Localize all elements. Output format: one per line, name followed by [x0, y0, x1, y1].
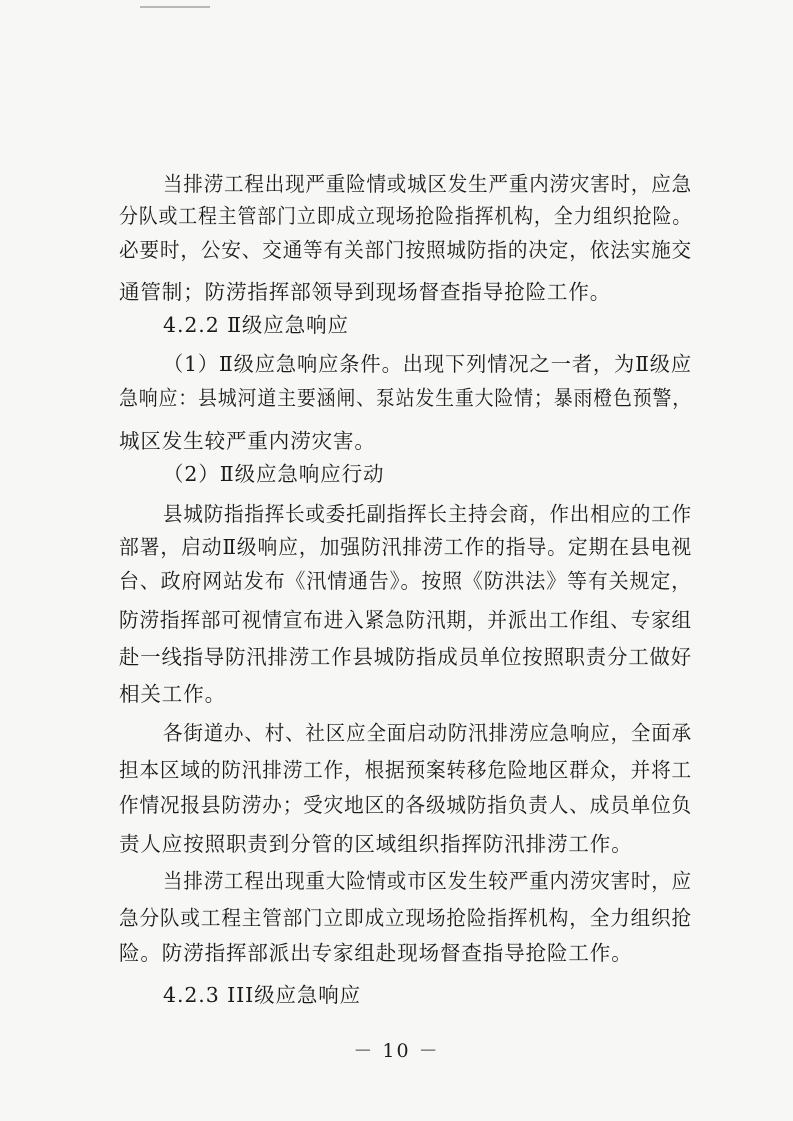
paragraph-line-16: 各街道办、村、社区应全面启动防汛排涝应急响应，全面承 — [163, 721, 692, 745]
paragraph-line-17: 担本区域的防汛排涝工作，根据预案转移危险地区群众，并将工 — [119, 758, 693, 782]
paragraph-line-20: 当排涝工程出现重大险情或市区发生较严重内涝灾害时，应 — [163, 869, 692, 893]
paragraph-line-21: 急分队或工程主管部门立即成立现场抢险指挥机构，全力组织抢 — [119, 906, 693, 930]
paragraph-line-15: 相关工作。 — [119, 682, 226, 706]
paragraph-line-13: 防涝指挥部可视情宣布进入紧急防汛期，并派出工作组、专家组 — [119, 608, 693, 632]
paragraph-line-18: 作情况报县防涝办；受灾地区的各级城防指负责人、成员单位负 — [119, 793, 693, 817]
paragraph-line-14: 赴一线指导防汛排涝工作县城防指成员单位按照职责分工做好 — [119, 645, 693, 669]
paragraph-line-4: 通管制；防涝指挥部领导到现场督查指导抢险工作。 — [119, 280, 612, 304]
paragraph-line-1: 当排涝工程出现严重险情或城区发生严重内涝灾害时，应急 — [163, 172, 692, 196]
paragraph-line-11: 部署，启动Ⅱ级响应，加强防汛排涝工作的指导。定期在县电视 — [119, 535, 693, 559]
paragraph-line-2: 分队或工程主管部门立即成立现场抢险指挥机构，全力组织抢险。 — [119, 204, 693, 228]
paragraph-line-6: （1）Ⅱ级应急响应条件。出现下列情况之一者，为Ⅱ级应 — [163, 352, 693, 376]
paragraph-line-12: 台、政府网站发布《汛情通告》。按照《防洪法》等有关规定， — [119, 569, 692, 593]
subsection-heading-2: （2）Ⅱ级应急响应行动 — [163, 462, 385, 486]
paragraph-line-22: 险。防涝指挥部派出专家组赴现场督查指导抢险工作。 — [119, 941, 633, 965]
paragraph-line-10: 县城防指指挥长或委托副指挥长主持会商，作出相应的工作 — [163, 502, 692, 526]
scan-artifact — [140, 6, 210, 8]
paragraph-line-19: 责人应按照职责到分管的区域组织指挥防汛排涝工作。 — [119, 832, 633, 856]
paragraph-line-3: 必要时，公安、交通等有关部门按照城防指的决定，依法实施交 — [119, 238, 693, 262]
page-number: － 10 － — [353, 1040, 440, 1062]
paragraph-line-8: 城区发生较严重内涝灾害。 — [119, 429, 376, 453]
paragraph-line-7: 急响应：县城河道主要涵闸、泵站发生重大险情；暴雨橙色预警， — [119, 386, 693, 410]
section-heading-4-2-3: 4.2.3 III级应急响应 — [163, 983, 362, 1007]
section-heading-4-2-2: 4.2.2 Ⅱ级应急响应 — [163, 313, 349, 337]
